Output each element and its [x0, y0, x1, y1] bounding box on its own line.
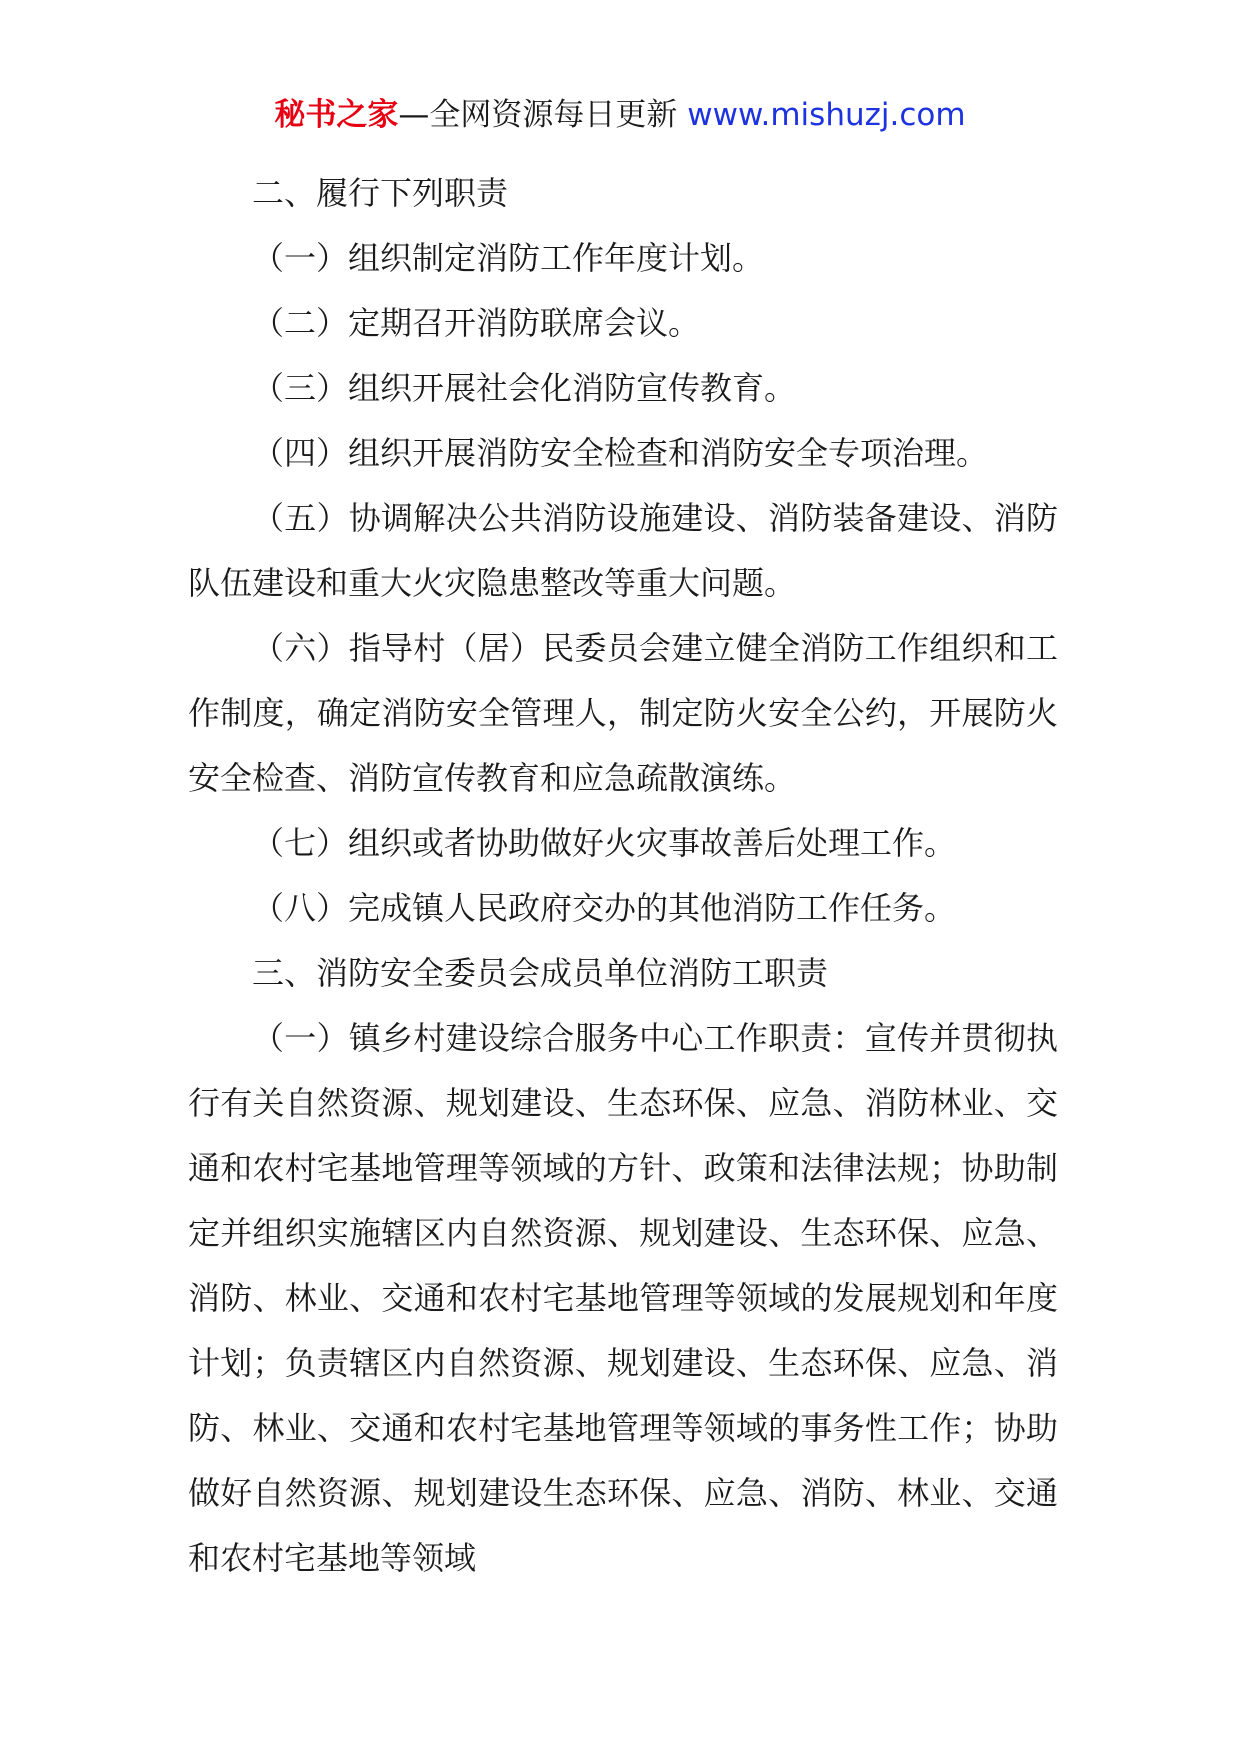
brand-name: 秘书之家 — [274, 97, 399, 133]
duty-item-2: （二）定期召开消防联席会议。 — [252, 304, 701, 342]
section-heading-3: 三、消防安全委员会成员单位消防工职责 — [252, 954, 829, 992]
duty-item-8: （八）完成镇人民政府交办的其他消防工作任务。 — [252, 889, 957, 927]
duty-item-4: （四）组织开展消防安全检查和消防安全专项治理。 — [252, 434, 989, 472]
document-body — [188, 161, 1058, 1591]
duty-item-6: （六）指导村（居）民委员会建立健全消防工作组织和工作制度，确定消防安全管理人，制定防火安全公约，开展防火安全检查、消防宣传教育和应急疏散演练。 — [188, 629, 1058, 797]
duty-item-1: （一）组织制定消防工作年度计划。 — [252, 239, 765, 277]
header-tagline: —全网资源每日更新 — [398, 97, 688, 133]
duty-item-7: （七）组织或者协助做好火灾事故善后处理工作。 — [252, 824, 957, 862]
duty-item-5: （五）协调解决公共消防设施建设、消防装备建设、消防队伍建设和重大火灾隐患整改等重大问题。 — [188, 499, 1058, 602]
duty-item-3: （三）组织开展社会化消防宣传教育。 — [252, 369, 797, 407]
section-heading-2: 二、履行下列职责 — [252, 174, 509, 212]
site-header — [0, 95, 1240, 135]
site-url-link[interactable]: www.mishuzj.com — [687, 97, 966, 133]
member-unit-duty-1: （一）镇乡村建设综合服务中心工作职责：宣传并贯彻执行有关自然资源、规划建设、生态环保、应急、消防林业、交通和农村宅基地管理等领域的方针、政策和法律法规；协助制定并组织实施辖区内自然资源、规划建设、生态环保、应急、消防、林业、交通和农村宅基地管理等领域的发展规划和年度计划；负责辖区内自然资源、规划建设、生态环保、应急、消防、林业、交通和农村宅基地管理等领域的事务性工作；协助做好自然资源、规划建设生态环保、应急、消防、林业、交通和农村宅基地等领域 — [188, 1019, 1058, 1577]
